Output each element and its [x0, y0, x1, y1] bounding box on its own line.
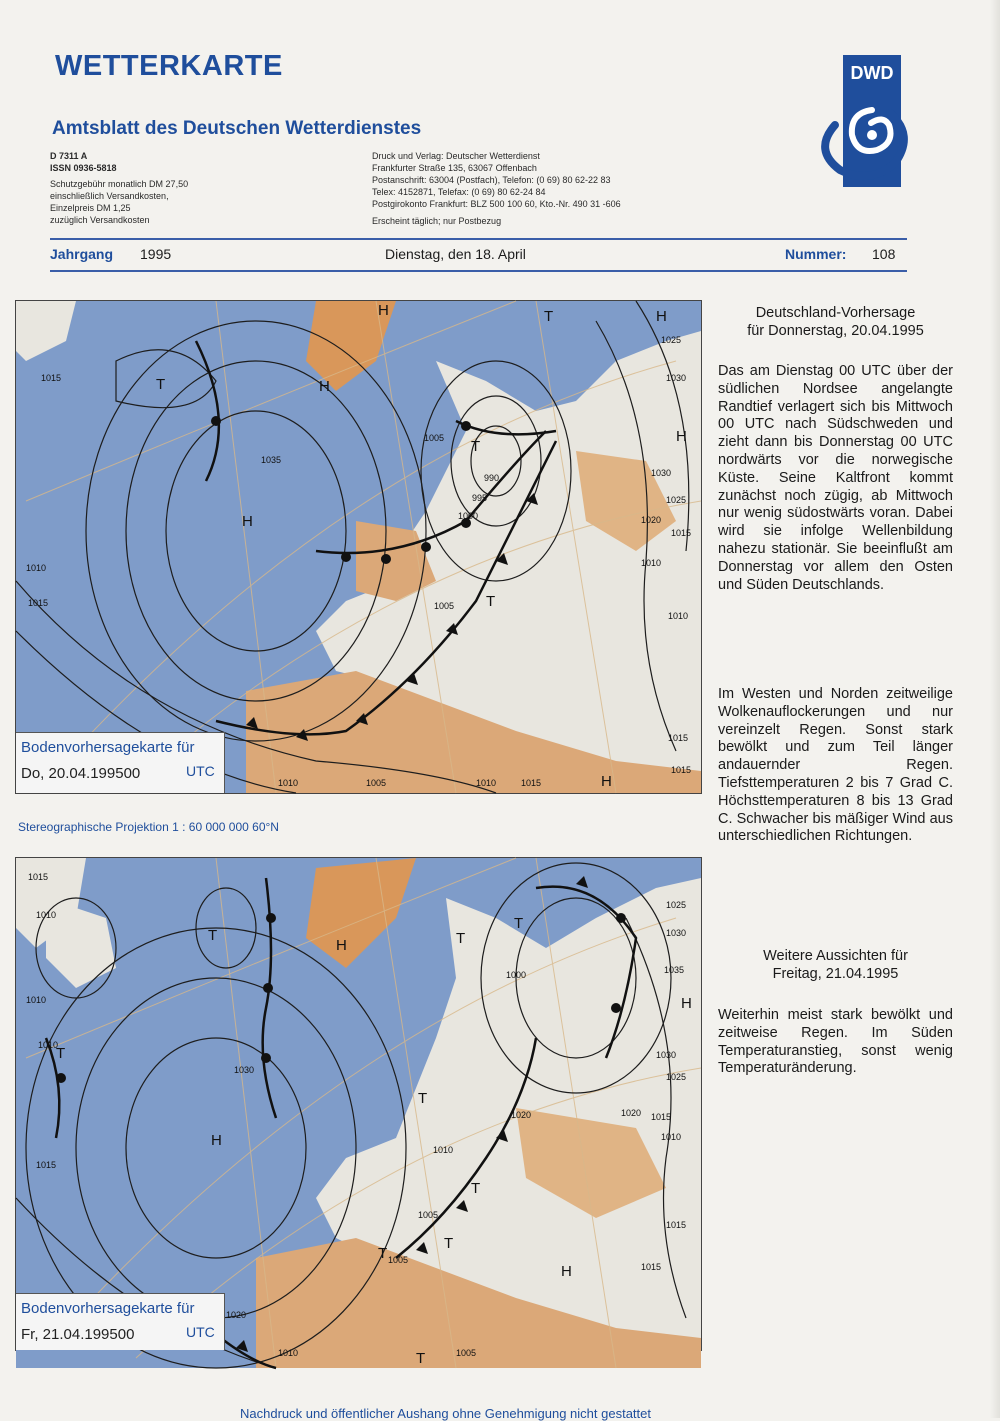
- map-label-utc: UTC: [186, 763, 215, 779]
- fee-line: einschließlich Versandkosten,: [50, 191, 169, 201]
- isobar-label: 1010: [641, 558, 662, 568]
- pressure-center: T: [208, 927, 218, 944]
- isobar-label: 1035: [664, 965, 685, 975]
- issue-row: [50, 246, 907, 270]
- isobar-label: 1020: [621, 1108, 642, 1118]
- outlook-paragraph: Weiterhin meist stark bewölkt und zeitweise Regen. Im Süden Temperaturanstieg, sonst wenig Temperaturänderung.: [718, 1007, 953, 1077]
- isobar-label: 1015: [666, 1220, 687, 1230]
- fee-line: Einzelpreis DM 1,25: [50, 203, 131, 213]
- forecast-map-friday: [15, 857, 702, 1367]
- projection-note: Stereographische Projektion 1 : 60 000 000 60°N: [18, 820, 279, 834]
- isobar-label: 1020: [511, 1110, 532, 1120]
- isobar-label: 1000: [506, 970, 527, 980]
- isobar-label: 1015: [521, 778, 542, 788]
- subscription-info: [50, 150, 280, 226]
- isobar-label: 1030: [656, 1050, 677, 1060]
- jahrgang-value: 1995: [140, 246, 172, 262]
- pressure-center: H: [601, 773, 612, 790]
- issn: ISSN 0936-5818: [50, 163, 117, 173]
- map-label: [16, 732, 225, 793]
- pressure-center: T: [378, 1245, 388, 1262]
- pressure-center: H: [561, 1263, 572, 1280]
- isobar-label: 1015: [651, 1112, 672, 1122]
- isobar-label: 1010: [278, 778, 299, 788]
- publisher-line: Telex: 4152871, Telefax: (0 69) 80 62-24 84: [372, 187, 546, 197]
- pressure-center: T: [156, 376, 166, 393]
- fee-line: zuzüglich Versandkosten: [50, 215, 150, 225]
- isobar-label: 990: [484, 473, 500, 483]
- isobar-label: 1005: [434, 601, 455, 611]
- isobar-label: 1030: [666, 373, 687, 383]
- pressure-center: H: [242, 513, 253, 530]
- pressure-center: H: [676, 428, 687, 445]
- isobar-label: 1005: [424, 433, 445, 443]
- isobar-label: 1010: [36, 910, 57, 920]
- isobar-label: 1030: [234, 1065, 255, 1075]
- forecast-heading-line1: Deutschland-Vorhersage: [755, 305, 916, 321]
- isobar-label: 1010: [26, 563, 47, 573]
- outlook-heading-line1: Weitere Aussichten für: [763, 948, 908, 964]
- forecast-map-thursday: [15, 300, 702, 794]
- isobar-label: 1010: [433, 1145, 454, 1155]
- publisher-line: Frankfurter Straße 135, 63067 Offenbach: [372, 163, 537, 173]
- issue-date: Dienstag, den 18. April: [385, 246, 526, 262]
- isobar-label: 1005: [366, 778, 387, 788]
- fee-line: Schutzgebühr monatlich DM 27,50: [50, 179, 189, 189]
- pressure-center: T: [471, 1180, 481, 1197]
- outlook-heading: [718, 948, 953, 984]
- subtitle: Amtsblatt des Deutschen Wetterdienstes: [52, 118, 422, 139]
- frequency-note: Erscheint täglich; nur Postbezug: [372, 216, 502, 226]
- isobar-label: 1015: [28, 872, 49, 882]
- page-fold: [990, 0, 1000, 1418]
- isobar-label: 1030: [666, 928, 687, 938]
- isobar-label: 1015: [41, 373, 62, 383]
- forecast-paragraph-2: Im Westen und Norden zeitweilige Wolkenauflockerungen und nur vereinzelt Regen. Sonst stark bewölkt und zum Teil länger andauernder Regen. Tiefsttemperaturen 2 bis 7 Grad C. Höchsttemperaturen 8 bis 13 Grad C. Schwacher bis mäßiger Wind aus unterschiedlichen Richtungen.: [718, 686, 953, 845]
- isobar-label: 1010: [661, 1132, 682, 1142]
- publisher-line: Postgirokonto Frankfurt: BLZ 500 100 60, Kto.-Nr. 490 31 -606: [372, 199, 621, 209]
- forecast-heading: [718, 305, 953, 341]
- isobar-label: 1010: [26, 995, 47, 1005]
- outlook-heading-line2: Freitag, 21.04.1995: [772, 965, 899, 982]
- map-label: [16, 1293, 225, 1350]
- isobar-label: 1005: [456, 1348, 477, 1358]
- pressure-center: H: [211, 1132, 222, 1149]
- publisher-info: [372, 150, 702, 227]
- logo-text: DWD: [850, 63, 894, 83]
- publication-code: D 7311 A: [50, 151, 88, 161]
- isobar-label: 1025: [661, 335, 682, 345]
- header-rule-top: [50, 238, 907, 240]
- pressure-center: T: [56, 1045, 66, 1062]
- isobar-label: 1010: [278, 1348, 299, 1358]
- isobar-label: 1025: [666, 900, 687, 910]
- jahrgang-label: Jahrgang: [50, 246, 114, 262]
- isobar-label: 1010: [476, 778, 497, 788]
- page-title: WETTERKARTE: [55, 50, 283, 82]
- isobar-label: 1015: [641, 1262, 662, 1272]
- isobar-label: 1025: [666, 1072, 687, 1082]
- isobar-label: 1010: [38, 1040, 59, 1050]
- pressure-center: H: [319, 378, 330, 395]
- isobar-label: 1015: [671, 528, 692, 538]
- isobar-label: 1015: [36, 1160, 57, 1170]
- pressure-center: T: [416, 1350, 426, 1367]
- isobar-label: 1005: [418, 1210, 439, 1220]
- map-label-title: Bodenvorhersagekarte für: [21, 739, 195, 756]
- nummer-value: 108: [872, 246, 896, 262]
- pressure-center: H: [656, 308, 667, 325]
- map-label-date: Do, 20.04.199500: [21, 765, 141, 782]
- isobar-label: 995: [472, 493, 488, 503]
- pressure-center: H: [378, 302, 389, 319]
- pressure-center: T: [544, 308, 554, 325]
- pressure-center: T: [456, 930, 466, 947]
- forecast-paragraph-1: Das am Dienstag 00 UTC über der südlichen Nordsee angelangte Randtief verlagert sich bis Mittwoch 00 UTC nach Südschweden und zieht dann bis Donnerstag 00 UTC nordwärts vor die norwegische Küste. Seine Kaltfront kommt zunächst noch zügig, ab Mittwoch nur wenig südostwärts voran. Dabei wird sie infolge Wellenbildung nahezu stationär. Sie beeinflußt am Donnerstag vor allem den Osten und Süden Deutschlands.: [718, 363, 953, 593]
- pressure-center: T: [471, 438, 481, 455]
- isobar-label: 1015: [671, 765, 692, 775]
- footer-note: Nachdruck und öffentlicher Aushang ohne Genehmigung nicht gestattet: [240, 1406, 651, 1421]
- header-rule-bottom: [50, 270, 907, 272]
- pressure-center: T: [418, 1090, 428, 1107]
- pressure-center: T: [444, 1235, 454, 1252]
- forecast-heading-line2: für Donnerstag, 20.04.1995: [747, 322, 924, 339]
- isobar-label: 1020: [641, 515, 662, 525]
- isobar-label: 1020: [226, 1310, 247, 1320]
- isobar-label: 1025: [666, 495, 687, 505]
- nummer-label: Nummer:: [785, 246, 847, 262]
- isobar-label: 1005: [388, 1255, 409, 1265]
- pressure-center: T: [486, 593, 496, 610]
- isobar-label: 1035: [261, 455, 282, 465]
- publisher-line: Postanschrift: 63004 (Postfach), Telefon: (0 69) 80 62-22 83: [372, 175, 611, 185]
- pressure-center: T: [514, 915, 524, 932]
- map-label-date: Fr, 21.04.199500: [21, 1326, 135, 1343]
- pressure-center: H: [336, 937, 347, 954]
- isobar-label: 1030: [651, 468, 672, 478]
- dwd-logo: [805, 55, 920, 190]
- isobar-label: 1000: [458, 511, 479, 521]
- map-label-title: Bodenvorhersagekarte für: [21, 1300, 195, 1317]
- pressure-center: H: [681, 995, 692, 1012]
- publisher-line: Druck und Verlag: Deutscher Wetterdienst: [372, 151, 540, 161]
- isobar-label: 1010: [668, 611, 689, 621]
- isobar-label: 1015: [668, 733, 689, 743]
- isobar-label: 1015: [28, 598, 49, 608]
- map-label-utc: UTC: [186, 1324, 215, 1340]
